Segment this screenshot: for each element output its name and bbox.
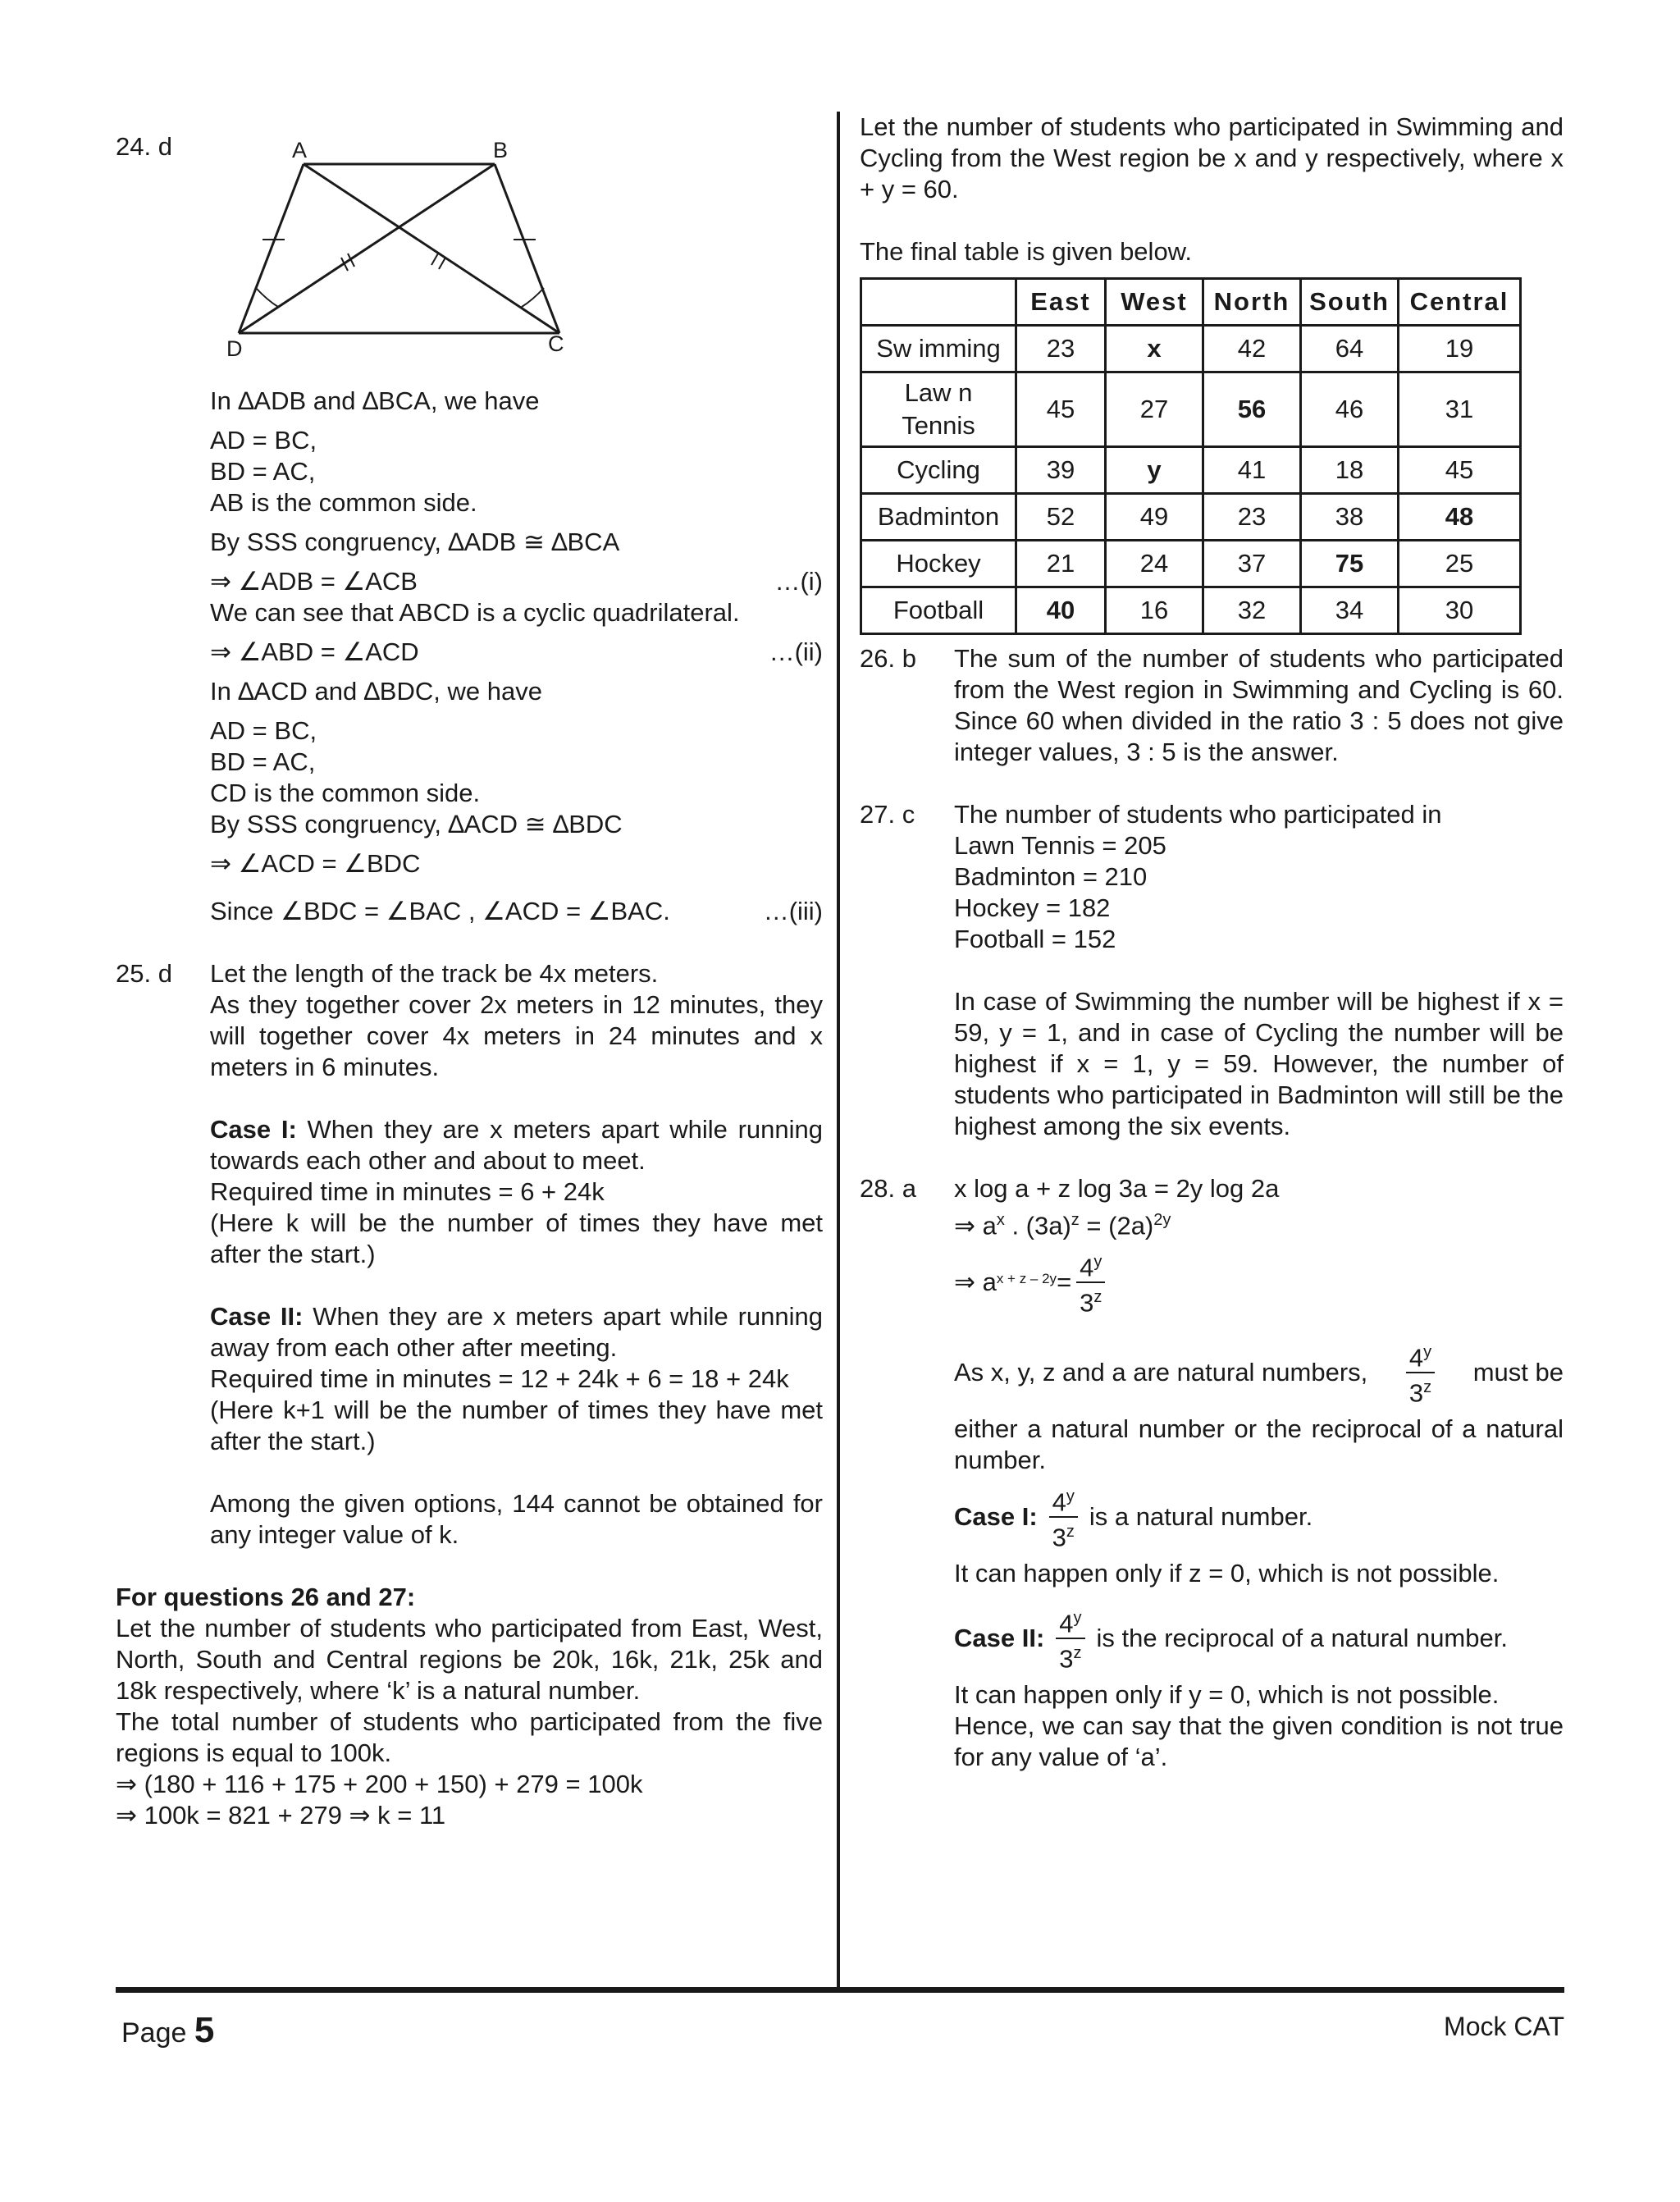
table-cell: 42 — [1203, 326, 1301, 372]
equation: ⇒ ∠ABD = ∠ACD — [210, 637, 419, 666]
table-cell: 75 — [1301, 541, 1399, 587]
equation: ⇒ a $^{x + z - 2y}$ = $\frac{4^y}{3^z}$ — [954, 1241, 1564, 1323]
students-table — [860, 277, 1522, 635]
text-line: Let the length of the track be 4x meters. — [210, 959, 659, 988]
equation: ⇒ ∠ADB = ∠ACB — [210, 567, 418, 596]
paragraph: The sum of the number of students who participated from the West region in Swimming and Cycling is 60. Since 60 when divided in the ratio 3 : 5 does not give integer values, 3 : 5 is the answer. — [954, 644, 1564, 766]
equation-row — [210, 566, 823, 597]
equation: ⇒ $a^x$ . $(3a)^z = (2a)^{2y}$ — [954, 1211, 1171, 1240]
table-cell: 31 — [1399, 372, 1521, 447]
text-line: It can happen only if z = 0, which is not possible. — [954, 1559, 1500, 1588]
table-header: North — [1203, 279, 1301, 326]
vertex-label-b: B — [493, 138, 509, 162]
table-header: East — [1016, 279, 1106, 326]
table-cell: 19 — [1399, 326, 1521, 372]
table-cell: 32 — [1203, 587, 1301, 634]
fraction: $\frac{4^y}{3^z}$ — [1406, 1338, 1435, 1408]
angle-c-arc — [522, 288, 544, 307]
page-number-value: 5 — [194, 2010, 215, 2050]
equation: ⇒ 100k = 821 + 279 ⇒ k = 11 — [116, 1801, 446, 1830]
document-title: Mock CAT — [1444, 2012, 1564, 2041]
table-cell: 23 — [1203, 494, 1301, 541]
text-line: AB is the common side. — [210, 488, 477, 517]
case-paragraph: Case I: $\frac{4^y}{3^z}$ is a natural number. — [954, 1476, 1564, 1558]
answer-28 — [860, 1173, 1564, 1773]
table-cell: 25 — [1399, 541, 1521, 587]
paragraph: Hence, we can say that the given condition is not true for any value of ‘a’. — [954, 1711, 1564, 1772]
page-number — [121, 2010, 214, 2051]
questions-26-27-intro — [116, 1582, 823, 1831]
trapezoid-diagram — [210, 131, 669, 377]
vertex-label-c: C — [548, 331, 564, 356]
answer-25 — [116, 958, 823, 1551]
case-paragraph — [210, 1114, 823, 1176]
table-cell: 40 — [1016, 587, 1106, 634]
text-line: Required time in minutes = 6 + 24k — [210, 1177, 605, 1206]
table-header: South — [1301, 279, 1399, 326]
paragraph: As x, y, z and a are natural numbers, $\frac{4^y}{3^z}$ must be — [954, 1332, 1564, 1414]
equation: Since ∠BDC = ∠BAC , ∠ACD = ∠BAC. — [210, 897, 670, 925]
paragraph: Let the number of students who participated from East, West, North, South and Central regions be 20k, 16k, 21k, 25k and 18k respectively, where ‘k’ is a natural number. — [116, 1614, 823, 1705]
table-cell: 45 — [1399, 447, 1521, 494]
text-line: CD is the common side. — [210, 779, 481, 807]
row-label: Hockey — [861, 541, 1016, 587]
table-cell: 24 — [1106, 541, 1203, 587]
table-cell: 18 — [1301, 447, 1399, 494]
case-label: Case II: — [210, 1302, 304, 1331]
table-row — [861, 587, 1521, 634]
answer-26 — [860, 643, 1564, 768]
table-header: West — [1106, 279, 1203, 326]
trapezoid-figure — [210, 131, 823, 377]
table-caption: The final table is given below. — [860, 237, 1192, 266]
fraction: $\frac{4^y}{3^z}$ — [1076, 1248, 1105, 1318]
table-cell: 45 — [1016, 372, 1106, 447]
table-header — [861, 279, 1016, 326]
table-intro — [860, 112, 1564, 267]
side-ad — [239, 164, 304, 333]
table-cell: 16 — [1106, 587, 1203, 634]
table-cell: 34 — [1301, 587, 1399, 634]
fraction: $\frac{4^y}{3^z}$ — [1056, 1604, 1084, 1674]
paragraph: Let the number of students who participated in Swimming and Cycling from the West region be x and y respectively, where x + y = 60. — [860, 112, 1564, 203]
footer-rule — [116, 1987, 1564, 1993]
text-line: BD = AC, — [210, 747, 316, 776]
text-line: By SSS congruency, ∆ADB ≅ ∆BCA — [210, 528, 620, 556]
table-cell: 27 — [1106, 372, 1203, 447]
row-label: Sw imming — [861, 326, 1016, 372]
vertex-label-a: A — [292, 138, 308, 162]
text-line: BD = AC, — [210, 457, 316, 486]
text-line: (Here k+1 will be the number of times they have met after the start.) — [210, 1396, 823, 1455]
equation-row — [210, 637, 823, 668]
table-cell: 21 — [1016, 541, 1106, 587]
paragraph: In case of Swimming the number will be highest if x = 59, y = 1, and in case of Cycling the number will be highest if x = 1, y = 59. However, the number of students who participated in Badminton will still be the highest among the six events. — [954, 987, 1564, 1140]
fraction: $\frac{4^y}{3^z}$ — [1049, 1482, 1078, 1552]
table-cell: 37 — [1203, 541, 1301, 587]
equation: x log a + z log 3a = 2y log 2a — [954, 1174, 1280, 1203]
table-cell: y — [1106, 447, 1203, 494]
row-label: Cycling — [861, 447, 1016, 494]
page-label: Page — [121, 2017, 187, 2049]
row-label: Football — [861, 587, 1016, 634]
table-row — [861, 494, 1521, 541]
table-row — [861, 447, 1521, 494]
column-divider — [837, 112, 840, 1989]
left-column — [116, 131, 823, 1831]
table-cell: 49 — [1106, 494, 1203, 541]
equation: ⇒ ∠ACD = ∠BDC — [210, 849, 421, 878]
question-number: 24. d — [116, 132, 172, 161]
text-line: (Here k will be the number of times they have met after the start.) — [210, 1208, 823, 1268]
table-cell: 23 — [1016, 326, 1106, 372]
answer-27 — [860, 799, 1564, 1142]
diagonal-bd — [239, 164, 495, 333]
text-line: We can see that ABCD is a cyclic quadrilateral. — [210, 598, 740, 627]
answer-24 — [116, 131, 823, 927]
case-text: When they are x meters apart while running towards each other and about to meet. — [210, 1115, 823, 1175]
table-cell: 30 — [1399, 587, 1521, 634]
equation-ref: …(ii) — [769, 637, 823, 666]
text-line: In ∆ACD and ∆BDC, we have — [210, 677, 542, 706]
question-number: 27. c — [860, 800, 915, 829]
equation: ⇒ (180 + 116 + 175 + 200 + 150) + 279 = 100k — [116, 1770, 643, 1798]
table-cell: 56 — [1203, 372, 1301, 447]
text-line: Football = 152 — [954, 925, 1116, 953]
table-cell: 38 — [1301, 494, 1399, 541]
paragraph: The total number of students who participated from the five regions is equal to 100k. — [116, 1707, 823, 1767]
table-cell: 52 — [1016, 494, 1106, 541]
text-line: AD = BC, — [210, 426, 317, 455]
table-row — [861, 372, 1521, 447]
right-column — [860, 112, 1564, 1773]
table-cell: 64 — [1301, 326, 1399, 372]
question-number: 25. d — [116, 959, 172, 988]
row-label: Law n Tennis — [861, 372, 1016, 447]
question-number: 26. b — [860, 644, 916, 673]
side-bc — [495, 164, 559, 333]
vertex-label-d: D — [226, 336, 243, 361]
question-number: 28. a — [860, 1174, 916, 1203]
text-line: By SSS congruency, ∆ACD ≅ ∆BDC — [210, 810, 623, 838]
table-row — [861, 541, 1521, 587]
table-cell: x — [1106, 326, 1203, 372]
equation-ref: …(i) — [774, 567, 823, 596]
text-line: Hockey = 182 — [954, 893, 1111, 922]
equation-ref: …(iii) — [763, 897, 823, 925]
paragraph: As they together cover 2x meters in 12 minutes, they will together cover 4x meters in 24 minutes and x meters in 6 minutes. — [210, 990, 823, 1081]
table-cell: 41 — [1203, 447, 1301, 494]
text-line: Lawn Tennis = 205 — [954, 831, 1166, 860]
angle-d-arc — [256, 288, 278, 307]
row-label: Badminton — [861, 494, 1016, 541]
case-paragraph — [210, 1301, 823, 1364]
table-header: Central — [1399, 279, 1521, 326]
text-line: Badminton = 210 — [954, 862, 1148, 891]
text-line: The number of students who participated in — [954, 800, 1442, 829]
table-cell: 39 — [1016, 447, 1106, 494]
diagonal-ac — [304, 164, 559, 333]
text-line: It can happen only if y = 0, which is not possible. — [954, 1680, 1500, 1710]
case-paragraph: Case II: $\frac{4^y}{3^z}$ is the reciprocal of a natural number. — [954, 1597, 1564, 1679]
table-cell: 46 — [1301, 372, 1399, 447]
equation-row — [210, 896, 823, 927]
table-row — [861, 326, 1521, 372]
text-line: AD = BC, — [210, 716, 317, 745]
table-header-row — [861, 279, 1521, 326]
table-cell: 48 — [1399, 494, 1521, 541]
paragraph: either a natural number or the reciprocal of a natural number. — [954, 1414, 1564, 1475]
section-heading: For questions 26 and 27: — [116, 1583, 416, 1611]
text-line: Required time in minutes = 12 + 24k + 6 = 18 + 24k — [210, 1364, 789, 1393]
text-line: In ∆ADB and ∆BCA, we have — [210, 386, 540, 415]
case-label: Case I: — [210, 1115, 297, 1144]
case-text: When they are x meters apart while running away from each other after meeting. — [210, 1302, 823, 1362]
paragraph: Among the given options, 144 cannot be obtained for any integer value of k. — [210, 1489, 823, 1549]
